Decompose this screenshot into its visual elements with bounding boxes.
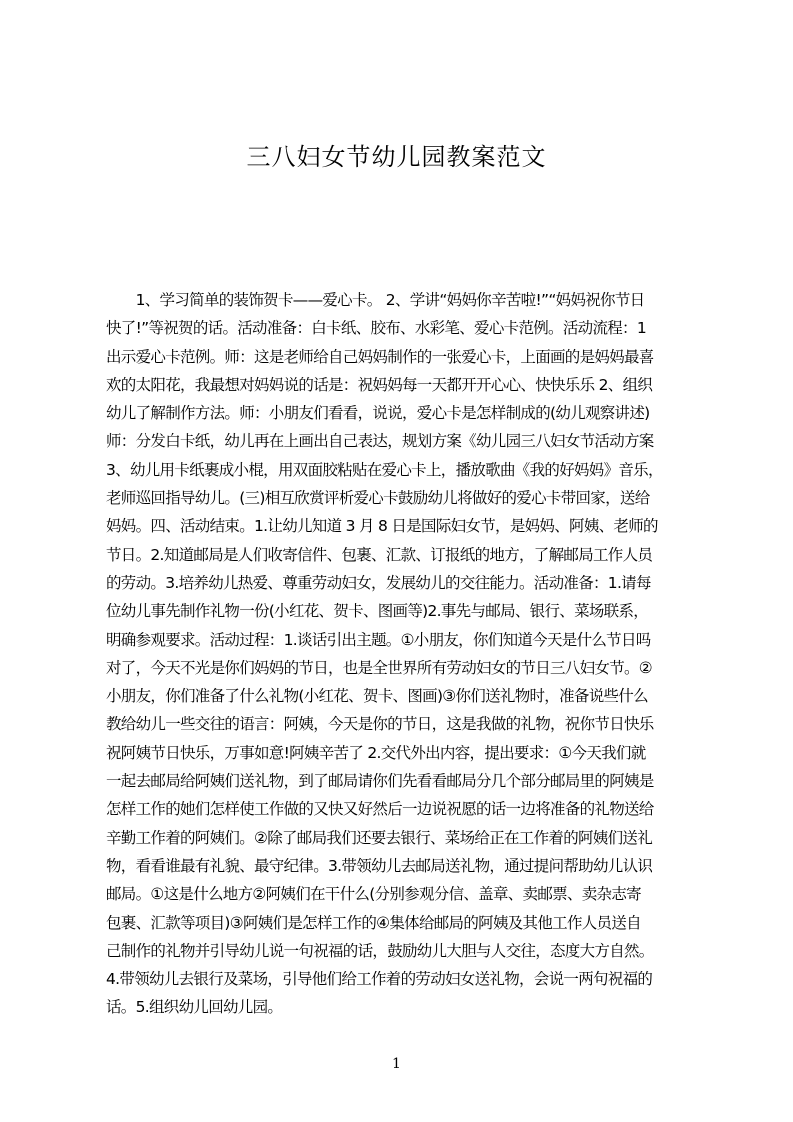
body-line: 明确参观要求。活动过程：1.谈话引出主题。①小朋友，你们知道今天是什么节日吗	[106, 630, 651, 649]
body-line: 老师巡回指导幼儿。(三)相互欣赏评析爱心卡鼓励幼儿将做好的爱心卡带回家，送给	[106, 489, 650, 508]
body-line: 教给幼儿一些交往的语言：阿姨，今天是你的节日，这是我做的礼物，祝你节日快乐	[106, 715, 654, 734]
body-line: 幼儿了解制作方法。师：小朋友们看看，说说，爱心卡是怎样制成的(幼儿观察讲述)	[106, 404, 650, 423]
body-line: 位幼儿事先制作礼物一份(小红花、贺卡、图画等)2.事先与邮局、银行、菜场联系，	[106, 602, 649, 621]
body-line: 一起去邮局给阿姨们送礼物，到了邮局请你们先看看邮局分几个部分邮局里的阿姨是	[106, 772, 654, 791]
body-line: 辛勤工作着的阿姨们。②除了邮局我们还要去银行、菜场给正在工作着的阿姨们送礼	[106, 828, 652, 847]
body-line: 快了!”等祝贺的话。活动准备：白卡纸、胶布、水彩笔、爱心卡范例。活动流程：1	[106, 319, 647, 338]
body-line: 包裹、汇款等项目)③阿姨们是怎样工作的④集体给邮局的阿姨及其他工作人员送自	[106, 913, 641, 932]
document-title: 三八妇女节幼儿园教案范文	[246, 143, 547, 171]
body-line: 妈妈。四、活动结束。1.让幼儿知道 3 月 8 日是国际妇女节，是妈妈、阿姨、老师的	[106, 517, 658, 536]
document-body	[106, 286, 700, 1022]
body-line: 节日。2.知道邮局是人们收寄信件、包裹、汇款、订报纸的地方，了解邮局工作人员	[106, 545, 653, 564]
body-line: 4.带领幼儿去银行及菜场，引导他们给工作着的劳动妇女送礼物，会说一两句祝福的	[106, 970, 653, 989]
body-line: 小朋友，你们准备了什么礼物(小红花、贺卡、图画)③你们送礼物时，准备说些什么	[106, 687, 648, 706]
body-line: 出示爱心卡范例。师：这是老师给自己妈妈制作的一张爱心卡，上面画的是妈妈最喜	[106, 347, 654, 366]
body-line: 欢的太阳花，我最想对妈妈说的话是：祝妈妈每一天都开开心心、快快乐乐 2、组织	[106, 375, 653, 394]
body-line: 邮局。①这是什么地方②阿姨们在干什么(分别参观分信、盖章、卖邮票、卖杂志寄	[106, 885, 641, 904]
body-line: 己制作的礼物并引导幼儿说一句祝福的话，鼓励幼儿大胆与人交往，态度大方自然。	[106, 941, 654, 960]
page-number: 1	[392, 1056, 401, 1072]
body-line: 师：分发白卡纸，幼儿再在上画出自己表达，规划方案《幼儿园三八妇女节活动方案	[106, 432, 654, 451]
body-line: 物，看看谁最有礼貌、最守纪律。3.带领幼儿去邮局送礼物，通过提问帮助幼儿认识	[106, 856, 653, 875]
body-line: 对了，今天不光是你们妈妈的节日，也是全世界所有劳动妇女的节日三八妇女节。②	[106, 658, 652, 677]
body-line: 的劳动。3.培养幼儿热爱、尊重劳动妇女，发展幼儿的交往能力。活动准备：1.请每	[106, 573, 651, 592]
body-line: 怎样工作的她们怎样使工作做的又快又好然后一边说祝愿的话一边将准备的礼物送给	[106, 800, 654, 819]
body-line: 话。5.组织幼儿回幼儿园。	[106, 998, 283, 1017]
body-line: 祝阿姨节日快乐，万事如意!阿姨辛苦了 2.交代外出内容，提出要求：①今天我们就	[106, 743, 646, 762]
body-line: 1、学习简单的装饰贺卡——爱心卡。 2、学讲“妈妈你辛苦啦!”“妈妈祝你节日	[106, 291, 645, 309]
body-line: 3、幼儿用卡纸裹成小棍，用双面胶粘贴在爱心卡上，播放歌曲《我的好妈妈》音乐，	[106, 460, 663, 479]
